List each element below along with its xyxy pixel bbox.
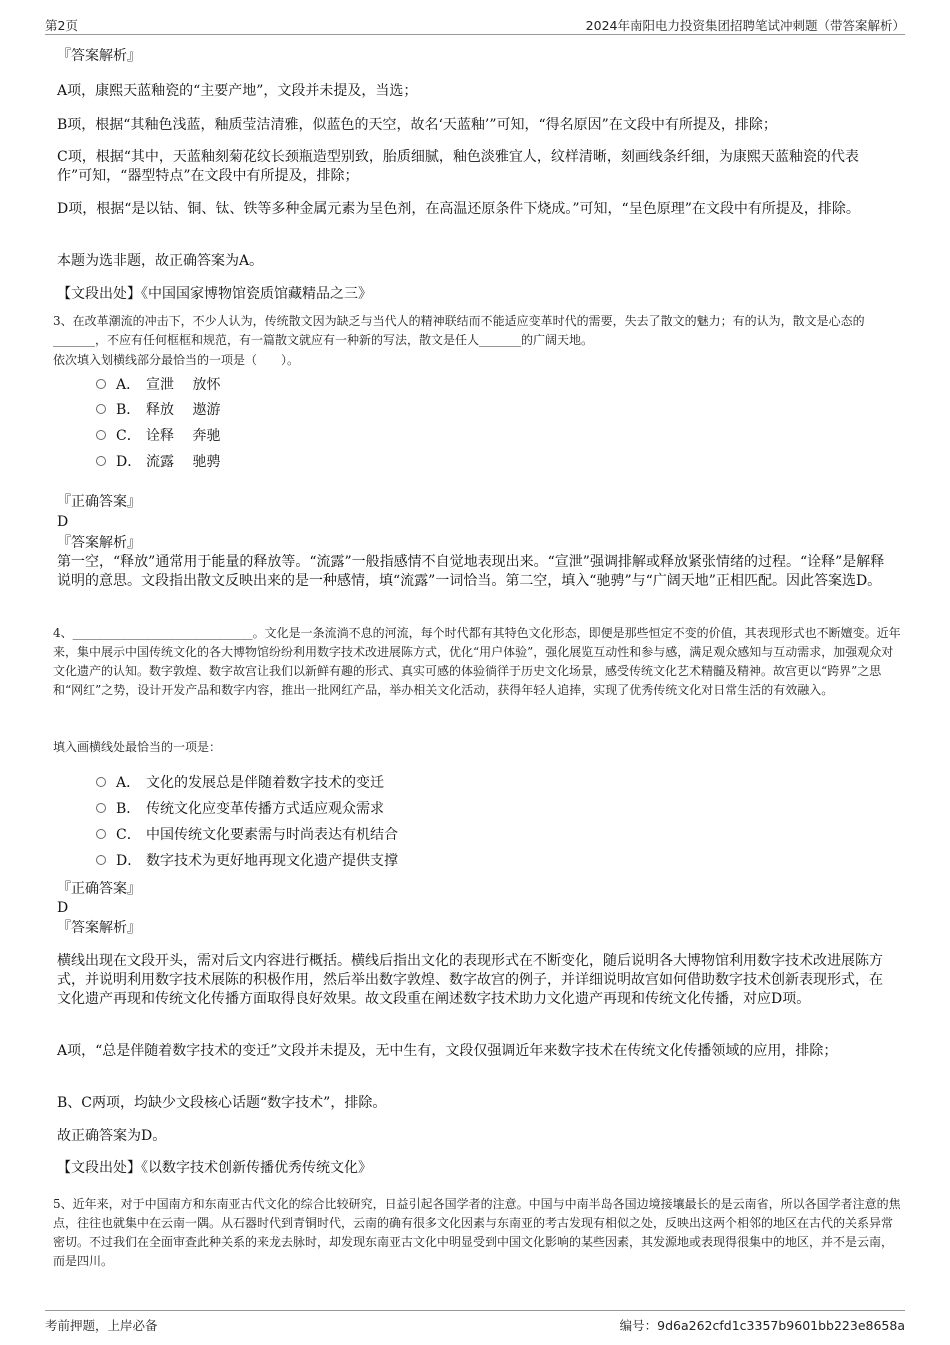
analysis-title: 『答案解析』 — [57, 920, 141, 936]
question-3-instruction: 依次填入划横线部分最恰当的一项是（ ）。 — [53, 353, 300, 367]
correct-answer-title: 『正确答案』 — [57, 494, 141, 510]
question-4-option-c[interactable]: C． 中国传统文化要素需与时尚表达有机结合 — [96, 826, 398, 845]
question-3-analysis: 第一空，“释放”通常用于能量的释放等。“流露”一般指感情不自觉地表现出来。“宣泄”强调排解或释放紧张情绪的过程。“诠释”是解释说明的意思。文段指出散文反映出来的是一种感情，填“流露”一词恰当。第二空，填入“驰骋”与“广阔天地”正相匹配。因此答案选D。 — [57, 554, 885, 589]
analysis-title: 『答案解析』 — [57, 48, 141, 64]
analysis-option-c: C项，根据“其中，天蓝釉刻菊花纹长颈瓶造型别致，胎质细腻，釉色淡雅宜人，纹样清晰，刻画线条纤细，为康熙天蓝釉瓷的代表作”可知，“器型特点”在文段中有所提及，排除； — [57, 149, 859, 184]
analysis-options-bc: B、C两项，均缺少文段核心话题“数字技术”，排除。 — [57, 1095, 387, 1111]
question-3-option-d[interactable]: D． 流露 驰骋 — [96, 453, 220, 472]
correct-answer-title: 『正确答案』 — [57, 881, 141, 897]
analysis-option-d: D项，根据“是以钴、铜、钛、铁等多种金属元素为呈色剂，在高温还原条件下烧成。”可知，“呈色原理”在文段中有所提及，排除。 — [57, 201, 860, 217]
question-4-instruction: 填入画横线处最恰当的一项是： — [53, 740, 222, 754]
question-5-stem: 5、近年来，对于中国南方和东南亚古代文化的综合比较研究，日益引起各国学者的注意。中国与中南半岛各国边境接壤最长的是云南省，所以各国学者注意的焦点，往往也就集中在云南一隅。从石器时代到青铜时代，云南的确有很多文化因素与东南亚的考古发现有相似之处，反映出这两个相邻的地区在古代的关系异常密切。不过我们在全面审查此种关系的来龙去脉时，却发现东南亚古文化中明显受到中国文化影响的某些因素，其发源地或表现得很集中的地区，并不是云南，而是四川。 — [53, 1197, 901, 1268]
question-3-option-b[interactable]: B． 释放 遨游 — [96, 401, 220, 420]
question-4-analysis: 横线出现在文段开头，需对后文内容进行概括。横线后指出文化的表现形式在不断变化，随后说明各大博物馆利用数字技术改进展陈方式，并说明利用数字技术展陈的积极作用，然后举出数字敦煌、数字故宫的例子，并详细说明故宫如何借助数字技术创新表现形式，在文化遗产再现和传统文化传播方面取得良好效果。故文段重在阐述数字技术助力文化遗产再现和传统文化传播，对应D项。 — [57, 953, 883, 1007]
question-3-stem: 3、在改革潮流的冲击下，不少人认为，传统散文因为缺乏与当代人的精神联结而不能适应变革时代的需要，失去了散文的魅力；有的认为，散文是心态的_______，不应有任何框框和规范，有一篇散文就应有一种新的写法，散文是任人_______的广阔天地。 — [53, 314, 865, 347]
question-3-option-a[interactable]: A． 宣泄 放怀 — [96, 376, 220, 395]
analysis-option-a: A项，康熙天蓝釉瓷的“主要产地”，文段并未提及，当选； — [57, 83, 418, 99]
question-4-option-d[interactable]: D． 数字技术为更好地再现文化遗产提供支撑 — [96, 852, 398, 871]
analysis-conclusion: 故正确答案为D。 — [57, 1128, 167, 1144]
analysis-option-b: B项，根据“其釉色浅蓝，釉质莹洁清雅，似蓝色的天空，故名‘天蓝釉’”可知，“得名原因”在文段中有所提及，排除； — [57, 117, 777, 133]
analysis-title: 『答案解析』 — [57, 535, 141, 551]
page-number: 第2页 — [45, 18, 78, 33]
footer-slogan: 考前押题，上岸必备 — [45, 1318, 158, 1333]
page-header — [45, 14, 905, 35]
document-code: 编号：9d6a262cfd1c3357b9601bb223e8658a — [619, 1318, 905, 1333]
question-3-option-c[interactable]: C． 诠释 奔驰 — [96, 427, 220, 446]
question-4-option-a[interactable]: A． 文化的发展总是伴随着数字技术的变迁 — [96, 774, 384, 793]
radio-icon[interactable] — [96, 379, 106, 389]
question-4-stem: 4、______________________________。文化是一条流淌不息的河流，每个时代都有其特色文化形态，即便是那些恒定不变的价值，其表现形式也不断嬗变。近年来，集中展示中国传统文化的各大博物馆纷纷利用数字技术改进展陈方式，优化“用户体验”，强化展览互动性和参与感，满足观众感知与互动需求，加强观众对文化遗产的认知。数字敦煌、数字故宫让我们以新鲜有趣的形式、真实可感的体验徜徉于历史文化场景，感受传统文化艺术精髓及精神。故宫更以“跨界”之思和“网红”之势，设计开发产品和数字内容，推出一批网红产品，举办相关文化活动，获得年轻人追捧，实现了优秀传统文化对日常生活的有效融入。 — [53, 626, 901, 697]
analysis-conclusion: 本题为选非题，故正确答案为A。 — [57, 253, 264, 269]
page-footer — [45, 1310, 905, 1335]
correct-answer: D — [57, 514, 69, 530]
radio-icon[interactable] — [96, 777, 106, 787]
radio-icon[interactable] — [96, 803, 106, 813]
source-citation: 【文段出处】《以数字技术创新传播优秀传统文化》 — [57, 1160, 372, 1176]
analysis-option-a: A项，“总是伴随着数字技术的变迁”文段并未提及，无中生有，文段仅强调近年来数字技术在传统文化传播领域的应用，排除； — [57, 1043, 838, 1059]
document-title: 2024年南阳电力投资集团招聘笔试冲刺题（带答案解析） — [585, 18, 905, 33]
radio-icon[interactable] — [96, 829, 106, 839]
radio-icon[interactable] — [96, 404, 106, 414]
radio-icon[interactable] — [96, 855, 106, 865]
radio-icon[interactable] — [96, 430, 106, 440]
question-4-option-b[interactable]: B． 传统文化应变革传播方式适应观众需求 — [96, 800, 384, 819]
correct-answer: D — [57, 900, 69, 916]
radio-icon[interactable] — [96, 456, 106, 466]
source-citation: 【文段出处】《中国国家博物馆瓷质馆藏精品之三》 — [57, 286, 372, 302]
